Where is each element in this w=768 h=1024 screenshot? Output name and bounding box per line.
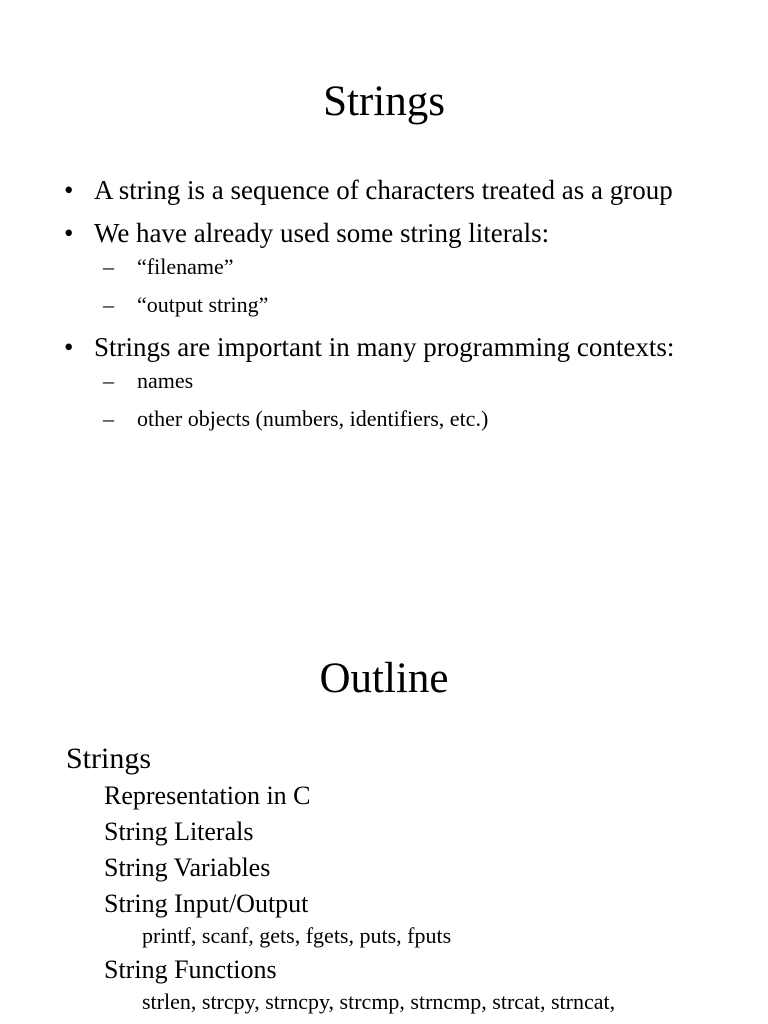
subbullet-text: names [137,368,194,393]
bullet-item [64,172,704,208]
outline-list [66,740,746,1018]
bullet-item [64,329,704,433]
subbullet-list [94,367,704,433]
subbullet-item [103,405,713,433]
dash-marker: – [103,292,114,317]
subbullet-text: “filename” [137,254,234,279]
slide-title: Strings [323,78,445,125]
outline-item: Representation in C [104,781,311,810]
bullet-text: Strings are important in many programming contexts: [94,332,675,362]
slide-title: Outline [319,655,449,702]
dash-marker: – [103,368,114,393]
slide-outline [0,560,768,1024]
dash-marker: – [103,254,114,279]
bullet-text: A string is a sequence of characters treated as a group [94,175,673,205]
bullet-marker: • [64,175,74,205]
bullet-text: We have already used some string literals: [94,218,550,248]
outline-heading: Strings [66,742,152,775]
subbullet-item [103,367,713,395]
subbullet-item [103,291,713,319]
bullet-marker: • [64,332,74,362]
outline-item: String Variables [104,853,271,882]
subbullet-text: “output string” [137,292,269,317]
outline-item: String Literals [104,817,254,846]
outline-detail: printf, scanf, gets, fgets, puts, fputs [142,923,452,948]
outline-detail: strlen, strcpy, strncpy, strcmp, strncmp, strcat, strncat, [142,989,616,1014]
bullet-marker: • [64,218,74,248]
bullet-item [64,215,704,319]
outline-item: String Functions [104,955,277,984]
subbullet-list [94,253,704,319]
bullet-list [64,172,704,443]
outline-item: String Input/Output [104,889,309,918]
subbullet-text: other objects (numbers, identifiers, etc.) [137,406,489,431]
subbullet-item [103,253,713,281]
dash-marker: – [103,406,114,431]
